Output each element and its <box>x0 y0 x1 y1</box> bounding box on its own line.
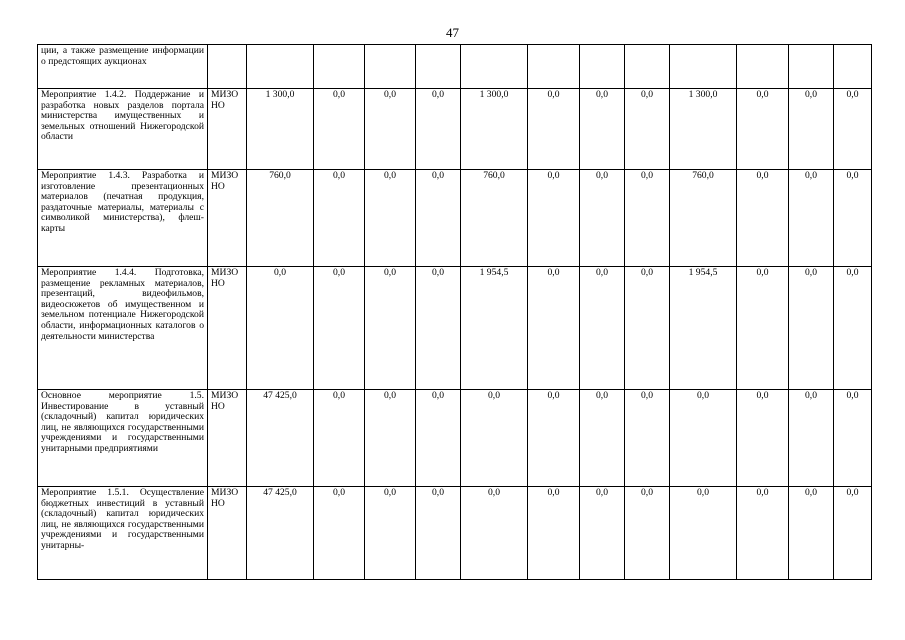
value-cell: 0,0 <box>365 89 416 170</box>
activity-description: Мероприятие 1.4.4. Подготовка, размещение рекламных материалов, презентаций, видеофильмов, видеосюжетов об имущественном и земельном потенциале Нижегородской области, информационных каталогов о деятельности министерства <box>38 267 208 390</box>
value-cell: 0,0 <box>314 267 365 390</box>
value-cell: 0,0 <box>625 267 670 390</box>
table-row <box>38 170 872 267</box>
value-cell: 0,0 <box>580 390 625 487</box>
value-cell: 0,0 <box>834 89 872 170</box>
value-cell: 0,0 <box>737 89 789 170</box>
activity-description: ции, а также размещение информации о предстоящих аукционах <box>38 45 208 89</box>
value-cell: 0,0 <box>789 390 834 487</box>
value-cell <box>834 45 872 89</box>
value-cell <box>737 45 789 89</box>
value-cell: 0,0 <box>416 267 461 390</box>
executor-cell: МИЗО НО <box>208 390 247 487</box>
table-row <box>38 487 872 580</box>
value-cell: 0,0 <box>314 487 365 580</box>
value-cell: 0,0 <box>580 170 625 267</box>
value-cell: 0,0 <box>789 487 834 580</box>
value-cell: 0,0 <box>625 89 670 170</box>
value-cell: 0,0 <box>461 390 528 487</box>
value-cell: 0,0 <box>528 89 580 170</box>
value-cell: 1 300,0 <box>247 89 314 170</box>
value-cell: 47 425,0 <box>247 487 314 580</box>
activity-description: Мероприятие 1.5.1. Осуществление бюджетных инвестиций в уставный (складочный) капитал юридических лиц, не являющихся государственными учреждениями и государственными унитарны- <box>38 487 208 580</box>
value-cell: 0,0 <box>528 390 580 487</box>
budget-table <box>37 44 872 580</box>
value-cell: 0,0 <box>737 487 789 580</box>
value-cell: 760,0 <box>247 170 314 267</box>
value-cell <box>365 45 416 89</box>
executor-cell: МИЗО НО <box>208 170 247 267</box>
value-cell: 0,0 <box>737 170 789 267</box>
value-cell: 0,0 <box>365 170 416 267</box>
value-cell: 0,0 <box>789 89 834 170</box>
value-cell <box>580 45 625 89</box>
value-cell: 760,0 <box>461 170 528 267</box>
value-cell: 1 300,0 <box>461 89 528 170</box>
value-cell: 0,0 <box>625 390 670 487</box>
table-body <box>38 45 872 580</box>
value-cell: 0,0 <box>528 487 580 580</box>
value-cell: 0,0 <box>314 390 365 487</box>
value-cell: 0,0 <box>670 487 737 580</box>
value-cell: 1 300,0 <box>670 89 737 170</box>
value-cell <box>528 45 580 89</box>
value-cell <box>314 45 365 89</box>
value-cell <box>416 45 461 89</box>
value-cell: 0,0 <box>670 390 737 487</box>
table-row <box>38 89 872 170</box>
value-cell: 0,0 <box>416 390 461 487</box>
value-cell: 0,0 <box>416 487 461 580</box>
value-cell: 0,0 <box>247 267 314 390</box>
value-cell: 0,0 <box>834 487 872 580</box>
executor-cell: МИЗО НО <box>208 267 247 390</box>
value-cell <box>789 45 834 89</box>
value-cell: 0,0 <box>789 170 834 267</box>
table-row <box>38 390 872 487</box>
executor-cell: МИЗО НО <box>208 89 247 170</box>
value-cell <box>670 45 737 89</box>
value-cell: 0,0 <box>737 267 789 390</box>
value-cell: 0,0 <box>314 170 365 267</box>
value-cell: 0,0 <box>834 267 872 390</box>
value-cell: 0,0 <box>416 89 461 170</box>
value-cell: 1 954,5 <box>670 267 737 390</box>
value-cell: 0,0 <box>834 170 872 267</box>
value-cell: 47 425,0 <box>247 390 314 487</box>
value-cell: 0,0 <box>580 267 625 390</box>
value-cell: 0,0 <box>528 170 580 267</box>
value-cell: 0,0 <box>789 267 834 390</box>
executor-cell <box>208 45 247 89</box>
value-cell: 0,0 <box>737 390 789 487</box>
value-cell: 0,0 <box>580 89 625 170</box>
value-cell: 0,0 <box>461 487 528 580</box>
activity-description: Основное мероприятие 1.5. Инвестирование в уставный (складочный) капитал юридических лиц, не являющихся государственными учреждениями и государственными унитарными предприятиями <box>38 390 208 487</box>
value-cell: 0,0 <box>314 89 365 170</box>
value-cell: 0,0 <box>365 267 416 390</box>
value-cell: 0,0 <box>365 487 416 580</box>
value-cell: 0,0 <box>580 487 625 580</box>
value-cell: 0,0 <box>834 390 872 487</box>
value-cell: 0,0 <box>365 390 416 487</box>
value-cell <box>461 45 528 89</box>
activity-description: Мероприятие 1.4.3. Разработка и изготовление презентационных материалов (печатная продукция, раздаточные материалы, материалы с символикой министерства), флеш-карты <box>38 170 208 267</box>
value-cell <box>625 45 670 89</box>
value-cell: 0,0 <box>625 170 670 267</box>
value-cell: 0,0 <box>625 487 670 580</box>
value-cell: 0,0 <box>416 170 461 267</box>
page-number: 47 <box>446 25 459 40</box>
value-cell: 0,0 <box>528 267 580 390</box>
value-cell <box>247 45 314 89</box>
table-row <box>38 45 872 89</box>
executor-cell: МИЗО НО <box>208 487 247 580</box>
table-row <box>38 267 872 390</box>
activity-description: Мероприятие 1.4.2. Поддержание и разработка новых разделов портала министерства имущественных и земельных отношений Нижегородской области <box>38 89 208 170</box>
value-cell: 760,0 <box>670 170 737 267</box>
value-cell: 1 954,5 <box>461 267 528 390</box>
